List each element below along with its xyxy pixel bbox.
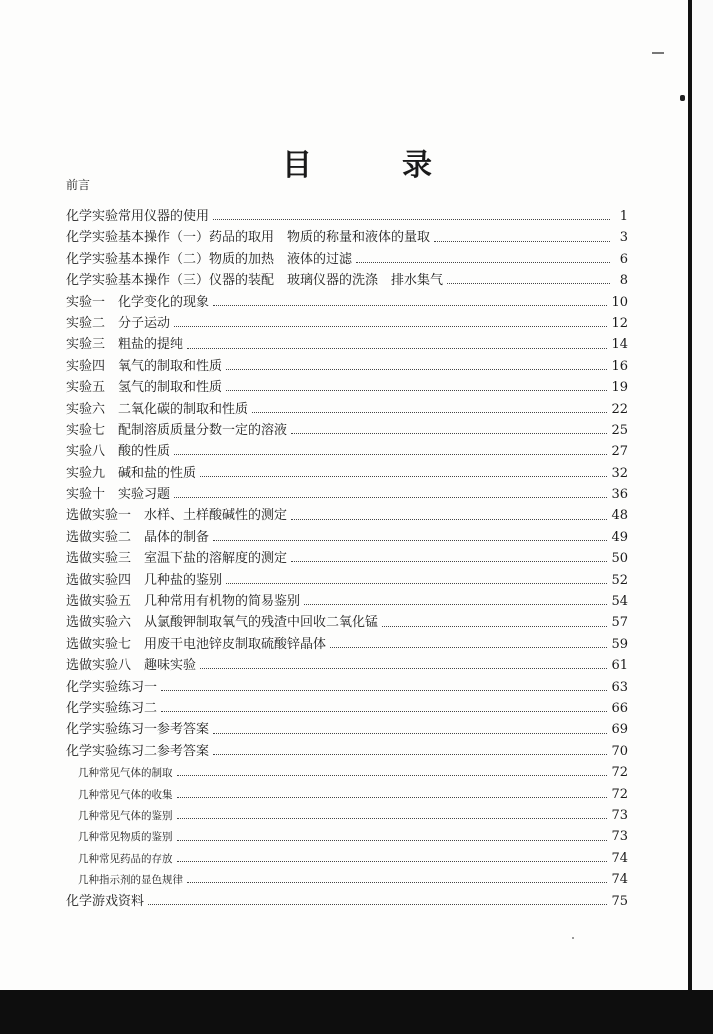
toc-page-number: 74 (611, 872, 628, 888)
toc-page-number: 8 (619, 273, 628, 289)
toc-leader-dots (174, 497, 607, 498)
toc-page-number: 36 (611, 487, 628, 503)
page-title (282, 142, 432, 182)
toc-leader-dots (177, 818, 608, 819)
toc-page-number: 52 (611, 572, 628, 588)
toc-entry-label: 几种常见药品的存放 (78, 852, 173, 865)
toc-entry (66, 463, 628, 484)
toc-page-number: 25 (611, 422, 628, 438)
toc-entry (66, 441, 628, 462)
toc-leader-dots (252, 412, 607, 413)
toc-page-number: 54 (611, 594, 628, 610)
toc-page-number: 1 (619, 209, 628, 224)
toc-leader-dots (161, 711, 607, 712)
toc-entry (66, 634, 628, 655)
page-edge-margin (692, 0, 713, 990)
toc-entry-label: 几种指示剂的显色规律 (78, 874, 183, 887)
toc-leader-dots (213, 219, 610, 220)
toc-entry-label: 化学实验练习二参考答案 (66, 743, 210, 759)
toc-leader-dots (177, 861, 608, 862)
toc-leader-dots (226, 390, 607, 391)
toc-leader-dots (174, 326, 607, 327)
toc-leader-dots (177, 797, 608, 798)
toc-page-number: 61 (611, 658, 628, 674)
toc-entry (66, 313, 628, 334)
toc-entry-label: 实验五 氢气的制取和性质 (66, 380, 223, 396)
toc-leader-dots (161, 690, 607, 691)
toc-entry (66, 227, 628, 248)
toc-page-number: 14 (611, 337, 628, 353)
toc-leader-dots (177, 840, 608, 841)
toc-leader-dots (382, 626, 607, 627)
toc-entry (66, 741, 628, 762)
toc-page-number: 74 (611, 850, 628, 866)
toc-leader-dots (291, 561, 607, 562)
toc-page-number: 75 (611, 893, 628, 909)
toc-page-number: 12 (611, 315, 628, 331)
preface-entry: 前言 (66, 178, 91, 192)
toc-entry (66, 206, 628, 227)
toc-entry-label: 选做实验一 水样、土样酸碱性的测定 (66, 508, 288, 524)
title-char-2: 录 (402, 148, 432, 183)
toc-entry-label: 实验四 氧气的制取和性质 (66, 358, 223, 374)
toc-entry (66, 891, 628, 912)
toc-entry-label: 实验九 碱和盐的性质 (66, 465, 197, 481)
toc-entry (66, 505, 628, 526)
toc-entry-label: 实验六 二氧化碳的制取和性质 (66, 401, 249, 417)
toc-leader-dots (291, 519, 607, 520)
toc-page-number: 73 (611, 807, 628, 823)
toc-entry (66, 612, 628, 633)
toc-entry-label: 化学实验练习二 (66, 700, 158, 716)
toc-page-number: 10 (611, 294, 628, 310)
scan-speck (680, 95, 685, 101)
toc-entry-label: 实验一 化学变化的现象 (66, 294, 210, 310)
toc-page-number: 19 (611, 380, 628, 396)
toc-entry-label: 选做实验八 趣味实验 (66, 658, 197, 674)
toc-entry (66, 356, 628, 377)
toc-leader-dots (174, 454, 607, 455)
title-char-1: 目 (282, 148, 312, 183)
toc-entry (66, 377, 628, 398)
toc-leader-dots (200, 668, 607, 669)
toc-entry (66, 270, 628, 291)
toc-leader-dots (187, 882, 607, 883)
toc-leader-dots (213, 754, 607, 755)
toc-leader-dots (148, 904, 607, 905)
toc-leader-dots (213, 305, 607, 306)
toc-entry (66, 698, 628, 719)
toc-page-number: 49 (611, 529, 628, 545)
toc-entry (66, 399, 628, 420)
toc-entry (66, 655, 628, 676)
toc-entry-label: 选做实验六 从氯酸钾制取氧气的残渣中回收二氧化锰 (66, 615, 379, 631)
toc-entry-label: 化学实验基本操作（二）物质的加热 液体的过滤 (66, 251, 353, 267)
toc-entry (66, 762, 628, 783)
toc-entry-label: 几种常见物质的鉴别 (78, 831, 173, 844)
toc-entry-label: 化学实验基本操作（一）药品的取用 物质的称量和液体的量取 (66, 230, 431, 246)
toc-entry-label: 选做实验五 几种常用有机物的简易鉴别 (66, 594, 301, 610)
toc-entry (66, 719, 628, 740)
toc-entry (66, 420, 628, 441)
toc-leader-dots (304, 604, 607, 605)
toc-entry (66, 570, 628, 591)
toc-leader-dots (434, 241, 610, 242)
scan-speck (652, 52, 664, 54)
toc-entry-label: 实验七 配制溶质质量分数一定的溶液 (66, 422, 288, 438)
toc-page-number: 57 (611, 615, 628, 631)
toc-page-number: 6 (619, 251, 628, 267)
toc-leader-dots (187, 348, 607, 349)
toc-entry (66, 826, 628, 847)
toc-entry-label: 选做实验三 室温下盐的溶解度的测定 (66, 551, 288, 567)
toc-entry-label: 选做实验二 晶体的制备 (66, 529, 210, 545)
toc-leader-dots (213, 733, 607, 734)
toc-entry (66, 869, 628, 890)
toc-leader-dots (200, 476, 607, 477)
toc-page-number: 73 (611, 829, 628, 845)
toc-page-number: 3 (619, 230, 628, 246)
toc-entry-label: 几种常见气体的鉴别 (78, 809, 173, 822)
toc-page-number: 27 (611, 444, 628, 460)
toc-entry-label: 实验三 粗盐的提纯 (66, 337, 184, 353)
toc-page-number: 16 (611, 358, 628, 374)
toc-page-number: 70 (611, 743, 628, 759)
toc-page-number: 50 (611, 551, 628, 567)
page-edge-bottom (0, 990, 713, 1034)
toc-entry-label: 几种常见气体的制取 (78, 767, 173, 780)
toc-entry-label: 化学实验基本操作（三）仪器的装配 玻璃仪器的洗涤 排水集气 (66, 273, 444, 289)
toc-entry-label: 选做实验七 用废干电池锌皮制取硫酸锌晶体 (66, 636, 327, 652)
toc-entry (66, 292, 628, 313)
toc-entry-label: 化学游戏资料 (66, 893, 145, 909)
toc-entry (66, 677, 628, 698)
toc-entry (66, 805, 628, 826)
toc-leader-dots (291, 433, 607, 434)
toc-page-number: 59 (611, 636, 628, 652)
toc-entry-label: 实验二 分子运动 (66, 315, 171, 331)
toc-entry-label: 实验八 酸的性质 (66, 444, 171, 460)
scan-speck (572, 937, 574, 939)
page-edge-right (688, 0, 692, 990)
toc-entry-label: 化学实验练习一 (66, 679, 158, 695)
toc-page-number: 48 (611, 508, 628, 524)
toc-leader-dots (447, 283, 610, 284)
toc-entry (66, 527, 628, 548)
toc-entry (66, 848, 628, 869)
toc-leader-dots (177, 775, 608, 776)
toc-leader-dots (330, 647, 607, 648)
toc-entry (66, 784, 628, 805)
toc-entry (66, 548, 628, 569)
toc-entry-label: 选做实验四 几种盐的鉴别 (66, 572, 223, 588)
toc-page-number: 66 (611, 700, 628, 716)
toc-leader-dots (226, 369, 607, 370)
toc-entry-label: 实验十 实验习题 (66, 487, 171, 503)
table-of-contents (66, 206, 628, 912)
toc-leader-dots (213, 540, 607, 541)
toc-entry-label: 化学实验练习一参考答案 (66, 722, 210, 738)
toc-page-number: 63 (611, 679, 628, 695)
toc-entry (66, 249, 628, 270)
toc-entry (66, 334, 628, 355)
toc-entry (66, 591, 628, 612)
toc-page-number: 22 (611, 401, 628, 417)
toc-entry-label: 几种常见气体的收集 (78, 788, 173, 801)
toc-page-number: 69 (611, 722, 628, 738)
toc-page-number: 72 (611, 786, 628, 802)
toc-leader-dots (356, 262, 610, 263)
toc-entry-label: 化学实验常用仪器的使用 (66, 209, 210, 224)
toc-page-number: 32 (611, 465, 628, 481)
toc-entry (66, 484, 628, 505)
toc-leader-dots (226, 583, 607, 584)
toc-page-number: 72 (611, 765, 628, 781)
